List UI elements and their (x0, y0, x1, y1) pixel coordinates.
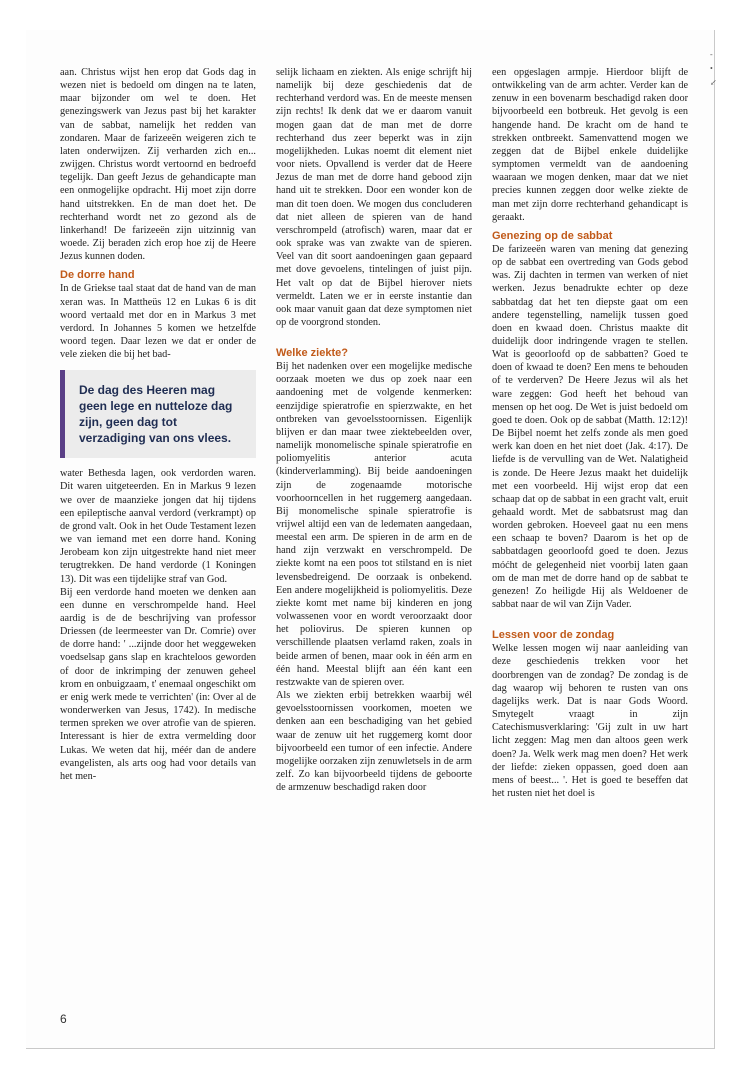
margin-mark: - (710, 50, 713, 59)
heading-genezing-op-de-sabbat: Genezing op de sabbat (492, 229, 613, 242)
heading-de-dorre-hand: De dorre hand (60, 269, 135, 282)
column-3 (492, 66, 688, 800)
column-2 (276, 66, 472, 794)
paragraph: Bij een verdorde hand moeten we denken aan een dunne en verschrompelde hand. Heel aardig is de de beschrijving van professor Driessen (de leermeester van Dr. Comrie) over de dorre hand: ' ...zijnde door het weggeweken voedselsap gans slap en krachteloos geworden of door de inkrimping der zenuwen geheel krom en onbuigzaam, t' enemaal ongeschikt om er enig werk mede te verrichten' (in: Over al de wonderwerken van Jesus, 1742). In medische termen spreken we over atrofie van de spieren. Interessant is hier de extra vermelding door Lukas. We weten dat hij, méér dan de andere evangelisten, als arts oog had voor details van het men- (60, 586, 256, 782)
paragraph: De farizeeën waren van mening dat genezing op de sabbat een overtreding van Gods gebod was. Zij dachten in termen van werken of niet werken. Jezus benadrukte echter op deze sabbatdag dat het ten diepste gaat om een andere tegenstelling, namelijk tussen goed doen en kwaad doen. Christus maakte dit duidelijk door indringende vragen te stellen. Wat is geoorloofd op de sabbatten? Goed te doen of kwaad te doen? Een mens te behouden of te verderven? De Heere Jezus wil als het ware zeggen: God heeft het behoud van mensen op het oog. De Wet is juist bedoeld om goed te doen. Ook op de sabbat (Matth. 12:12)! De Bijbel noemt het zelfs zonde als men goed werk kan doen en het niet doet (Jak. 4:17). De liefde is de vervulling van de Wet. Nalatigheid is zonde. De Heere Jezus maakt het duidelijk met een voorbeeld. Hij wijst erop dat een schaap dat op de sabbat in een gracht valt, eruit gehaald wordt. Met de sabbatsrust mag dan worden gebroken. Hoeveel gaat nu een mens een schaap te boven? Daarom is het op de sabbatdagen geoorloofd goed te doen. Jezus móćht de gelegenheid niet voorbij laten gaan om de man met de dorre hand op de sabbat te genezen! Zo heiligde Hij als Weldoener de sabbat naar de wil van Zijn Vader. (492, 243, 688, 611)
paragraph: een opgeslagen armpje. Hierdoor blijft de ontwikkeling van de arm achter. Verder kan de zenuw in een bovenarm beschadigd raken door bijvoorbeeld een botbreuk. Het gevolg is een hangende hand. De kracht om de hand te strekken ontbreekt. Samenvattend mogen we zeggen dat de Bijbel enkele duidelijke symptomen vermeldt van de aandoening waaraan we mogen denken, maar dat we niet precies kunnen zeggen door welke ziekte de man met zijn dorre rechterhand gehandicapt is geraakt. (492, 67, 688, 223)
margin-marks (710, 50, 724, 92)
margin-mark: • (710, 64, 713, 73)
heading-welke-ziekte: Welke ziekte? (276, 347, 348, 360)
paragraph: In de Griekse taal staat dat de hand van de man xeran was. In Mattheüs 12 en Lukas 6 is dit woord vertaald met dor en in Markus 3 met verdord. In Johannes 5 komen we hetzelfde woord tegen. Daar lezen we dat er onder de vele zieken die bij het bad- (60, 283, 256, 361)
magazine-page (26, 30, 715, 1049)
pull-quote: De dag des Heeren mag geen lege en nutteloze dag zijn, geen dag tot verzadiging van ons vlees. (60, 370, 256, 458)
page-number: 6 (60, 1012, 67, 1026)
paragraph: Welke lessen mogen wij naar aanleiding van deze geschiedenis trekken voor het doorbrengen van de zondag? De zondag is de dag waarop wij behoren te rusten van ons dagelijks werk. Dat is naar Gods Woord. Smytegelt vraagt in zijn Catechismusverklaring: 'Gij zult in uw hart licht zeggen: Mag men dan altoos geen werk doen? Ja. Welk werk mag men doen? Het werk der liefde: zieken oppassen, goed doen aan mens of beest... '. Het is goed te beseffen dat het rusten niet het doel is (492, 643, 688, 799)
paragraph: aan. Christus wijst hen erop dat Gods dag in wezen niet is bedoeld om dingen na te laten, maar bijzonder om wel te doen. Het genezingswerk van Jezus past bij het karakter van de sabbat, namelijk het redden van zondaren. Maar de farizeeën weigeren zich te laten onderwijzen. Zij verharden zich en... zwijgen. Christus wordt vertoornd en bedroefd tegelijk. Dan geeft Jezus de gehandicapte man een onmogelijke opdracht. Hij moet zijn dorre hand uitstrekken. En de man doet het. De rechterhand wordt net zo gezond als de linkerhand! De farizeeën zijn uitzinnig van woede. Zij beraden zich erop hoe zij de Heere Jezus kunnen doden. (60, 67, 256, 263)
paragraph: Bij het nadenken over een mogelijke medische oorzaak moeten we dus op zoek naar een aandoening met de volgende kenmerken: eenzijdige spieratrofie en spierzwakte, en het ontbreken van gevoelsstoornissen. Eigenlijk blijven er dan maar twee ziektebeelden over, namelijk monomelische spinale spieratrofie en poliomyelitis anterior acuta (kinderverlamming). Bij beide aandoeningen zijn de zogenaamde motorische voorhoorncellen in het ruggemerg aangedaan. Bij monomelische spinale spieratrofie is vrijwel altijd een van de ledematen aangedaan, meestal een arm. De spieren in de arm en de hand zijn verzwakt en verschrompeld. De ziekte komt na een poos tot stilstand en is niet levensbedreigend. De oorzaak is onbekend. Een andere mogelijkheid is poliomyelitis. Deze ziekte komt met name bij kinderen en jong volwassenen voor en wordt veroorzaakt door het poliovirus. De spieren kunnen op verschillende plaatsen verlamd raken, zoals in beide armen of benen, maar ook in één arm en één hand. Meestal blijft aan één kant een restzwakte van de spieren over. (276, 361, 472, 688)
margin-mark: ↙ (710, 78, 717, 87)
column-1 (60, 66, 256, 783)
paragraph: water Bethesda lagen, ook verdorden waren. Dit waren uitgeteerden. En in Markus 9 lezen we over de maanzieke jongen dat hij tijdens een epileptische aanval verdord (verkrampt) op de grond valt. Ook in het Oude Testament lezen we van iemand met een dorre hand. Koning Jerobeam kon zijn uitgestrekte hand niet meer terugtrekken. De hand verdorde (1 Koningen 13). Dit was een tijdelijke straf van God. (60, 468, 256, 585)
heading-lessen-voor-de-zondag: Lessen voor de zondag (492, 629, 615, 642)
paragraph: Als we ziekten erbij betrekken waarbij wél gevoelsstoornissen voorkomen, moeten we denken aan een beschadiging van het gebied waar de zenuw uit het ruggemerg komt door bijvoorbeeld een tumor of een infectie. Andere mogelijke oorzaken zijn zenuwletsels in de arm zelf. Zo kan bijvoorbeeld tijdens de geboorte de armzenuw beschadigd raken door (276, 690, 472, 794)
paragraph: selijk lichaam en ziekten. Als enige schrijft hij namelijk bij deze geschiedenis dat de rechterhand verdord was. En de meeste mensen zijn rechts! Ik denk dat we er daarom vanuit mogen gaan dat de man met de dorre rechterhand dus zeer beperkt was in zijn mogelijkheden. Lukas noemt dit element niet voor niets. Opvallend is verder dat de Heere Jezus de man met de dorre hand gebood zijn hand uit te strekken. Door een wonder kon de man dit toen doen. We mogen dus concluderen dat niet alleen de spieren van de hand verschrompeld (atrofisch) waren, maar dat er ook sprake was van zwakte van de spieren. Veel van dit soort aandoeningen gaan gepaard met dove gevoelens, tintelingen of juist pijn. Het valt op dat de Bijbel hierover niets vermeldt. Laten we er in eerste instantie dan ook maar vanuit gaan dat deze symptomen niet op de voorgrond stonden. (276, 67, 472, 328)
